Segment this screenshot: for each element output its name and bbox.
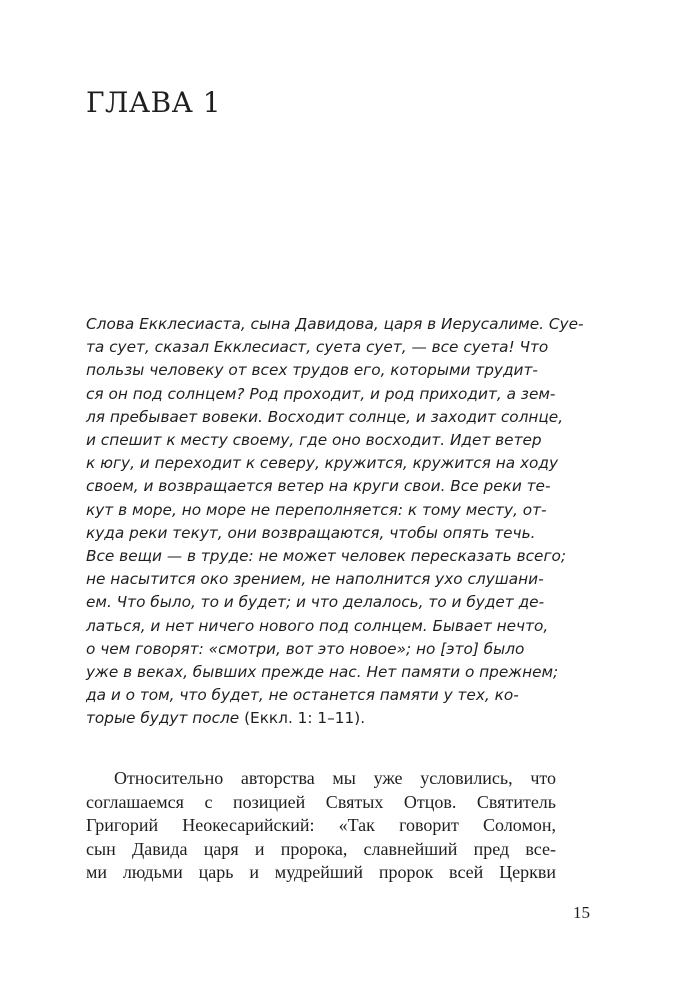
body-line: ми людьми царь и мудрейший пророк всей Церкви [86, 862, 556, 883]
body-line: соглашаемся с позицией Святых Отцов. Святитель [86, 791, 556, 812]
body-line: Григорий Неокесарийский: «Так говорит Соломон, [86, 815, 556, 836]
epigraph-line: куда реки текут, они возвращаются, чтобы опять течь. [86, 523, 536, 542]
epigraph-line: ем. Что было, то и будет; и что делалось, то и будет де- [86, 593, 545, 612]
epigraph-line: о чем говорят: «смотри, вот это новое»; но [это] было [86, 639, 525, 658]
epigraph-line: уже в веках, бывших прежде нас. Нет памяти о прежнем; [86, 663, 559, 682]
page-number: 15 [573, 903, 590, 922]
epigraph-line: пользы человеку от всех трудов его, которыми трудит- [86, 361, 538, 380]
epigraph-line: ся он под солнцем? Род проходит, и род приходит, а зем- [86, 384, 556, 403]
epigraph-line: Слова Екклесиаста, сына Давидова, царя в Иерусалиме. Суе- [86, 315, 584, 333]
epigraph-line: к югу, и переходит к северу, кружится, кружится на ходу [86, 454, 559, 473]
epigraph-line: та сует, сказал Екклесиаст, суета сует, — все суета! Что [86, 338, 549, 357]
scripture-reference: (Еккл. 1: 1–11). [244, 709, 366, 728]
epigraph-quote [86, 313, 584, 731]
body-paragraph [86, 767, 556, 885]
epigraph-line: и спешит к месту своему, где оно восходит. Идет ветер [86, 431, 542, 450]
epigraph-line: кут в море, но море не переполняется: к тому месту, от- [86, 500, 547, 519]
chapter-title: ГЛАВА 1 [86, 86, 222, 119]
epigraph-line: латься, и нет ничего нового под солнцем. Бывает нечто, [86, 616, 549, 635]
epigraph-line: да и о том, что будет, не останется памяти у тех, ко- [86, 686, 519, 705]
epigraph-last-line [86, 707, 556, 730]
epigraph-line: ля пребывает вовеки. Восходит солнце, и заходит солнце, [86, 407, 564, 426]
epigraph-line-text: торые будут после [86, 709, 240, 728]
epigraph-line: Все вещи — в труде: не может человек пересказать всего; [86, 547, 567, 566]
body-line: Относительно авторства мы уже условились, что [114, 768, 556, 788]
body-line: сын Давида царя и пророка, славнейший пред все- [86, 838, 556, 859]
epigraph-line: не насытится око зрением, не наполнится ухо слушани- [86, 570, 544, 589]
epigraph-line: своем, и возвращается ветер на круги свои. Все реки те- [86, 477, 551, 496]
